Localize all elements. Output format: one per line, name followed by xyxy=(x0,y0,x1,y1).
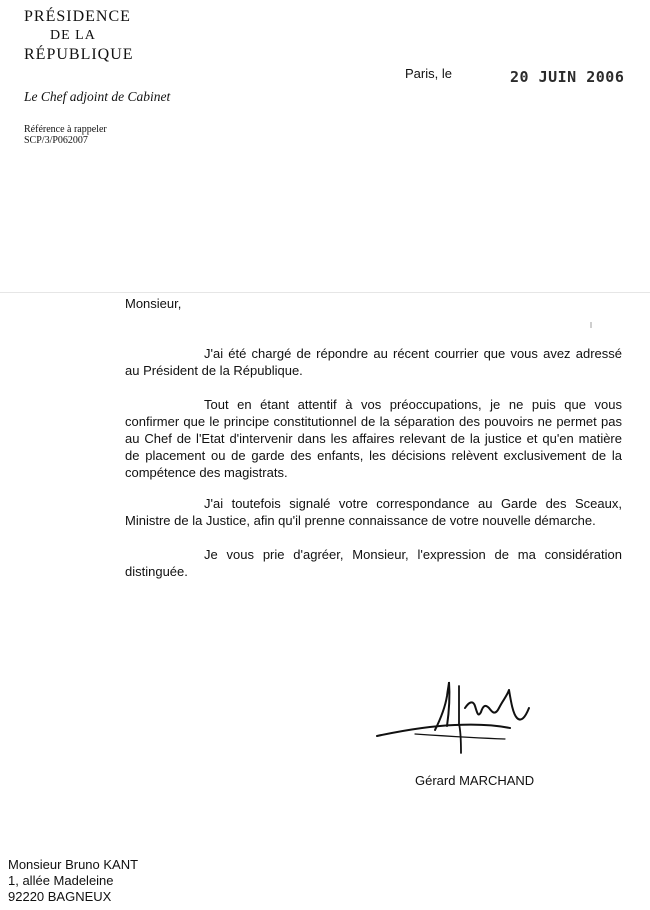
letterhead-line-de-la: DE LA xyxy=(50,28,96,43)
letterhead-line-presidence: PRÉSIDENCE xyxy=(24,8,131,25)
letterhead-line-republique: RÉPUBLIQUE xyxy=(24,46,134,63)
paragraph-1: J'ai été chargé de répondre au récent courrier que vous avez adressé au Président de la République. xyxy=(125,346,622,378)
salutation: Monsieur, xyxy=(125,296,182,311)
signer-name: Gérard MARCHAND xyxy=(415,773,535,788)
recipient-name: Monsieur Bruno KANT xyxy=(8,857,139,872)
recipient-city: 92220 BAGNEUX xyxy=(8,889,112,904)
paragraph-2: Tout en étant attentif à vos préoccupations, je ne puis que vous confirmer que le principe constitutionnel de la séparation des pouvoirs ne permet pas au Chef de l'Etat d'intervenir dans les affaires relevant de la justice et qu'en matière de placement ou de garde des enfants, les décisions relèvent exclusivement de la compétence des magistrats. xyxy=(125,397,622,480)
scan-artifact-mark xyxy=(590,322,592,328)
reference-label: Référence à rappeler xyxy=(24,124,107,135)
dateline-place: Paris, le xyxy=(405,66,452,81)
date-stamp: 20 JUIN 2006 xyxy=(510,68,625,86)
scan-artifact-line xyxy=(0,292,650,293)
reference-code: SCP/3/P062007 xyxy=(24,135,88,146)
sender-title: Le Chef adjoint de Cabinet xyxy=(24,89,171,104)
paragraph-4: Je vous prie d'agréer, Monsieur, l'expression de ma considération distinguée. xyxy=(125,547,622,579)
handwritten-signature xyxy=(375,678,550,758)
paragraph-3: J'ai toutefois signalé votre correspondance au Garde des Sceaux, Ministre de la Justice, afin qu'il prenne connaissance de votre nouvelle démarche. xyxy=(125,496,622,528)
recipient-street: 1, allée Madeleine xyxy=(8,873,114,888)
